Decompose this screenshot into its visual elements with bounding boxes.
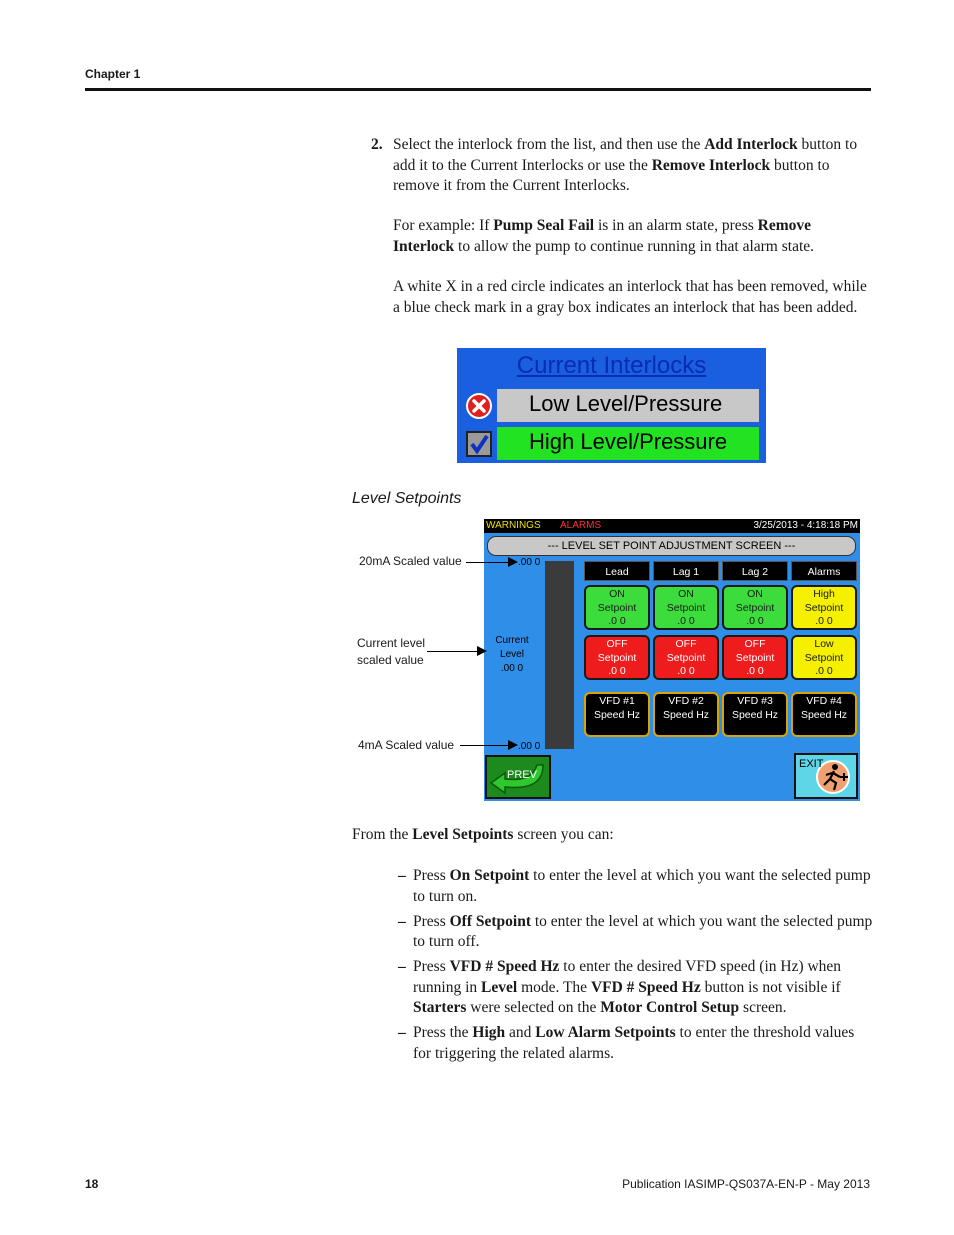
blue-check-box-icon xyxy=(465,430,493,458)
header-rule xyxy=(85,88,871,91)
publication-footer: Publication IASIMP-QS037A-EN-P - May 2013 xyxy=(622,1177,870,1191)
bullet-alarm-setpoints: – Press the High and Low Alarm Setpoints to enter the threshold values for triggering the related alarms. xyxy=(398,1024,855,1062)
bullet-list xyxy=(398,866,873,1069)
level-setpoints-screen xyxy=(484,519,860,801)
lead-off-setpoint-button[interactable]: OFF Setpoint .0 0 xyxy=(584,635,650,680)
interlock-row-added[interactable] xyxy=(463,427,759,460)
low-alarm-setpoint-button[interactable]: Low Setpoint .0 0 xyxy=(791,635,857,680)
hmi-status-bar xyxy=(484,519,860,533)
exit-button[interactable]: EXIT xyxy=(794,753,858,799)
prev-button[interactable]: PREV xyxy=(485,755,551,799)
step-paragraph-2: For example: If Pump Seal Fail is in an alarm state, press Remove Interlock to allow the pump to continue running in that alarm state. xyxy=(393,217,815,255)
interlock-label: High Level/Pressure xyxy=(529,429,728,454)
interlocks-title: Current Interlocks xyxy=(516,352,707,379)
intro-paragraph: From the Level Setpoints screen you can: xyxy=(352,826,614,843)
current-level-display: Current Level .00 0 xyxy=(495,635,529,674)
bullet-off-setpoint: – Press Off Setpoint to enter the level at which you want the selected pump to turn off. xyxy=(398,912,873,950)
callout-arrow-current xyxy=(427,651,485,652)
current-interlocks-figure xyxy=(457,348,766,463)
bullet-on-setpoint: – Press On Setpoint to enter the level at which you want the selected pump to turn on. xyxy=(398,867,871,905)
step-paragraph-3: A white X in a red circle indicates an interlock that has been removed, while a blue check mark in a gray box indicates an interlock that has been added. xyxy=(393,278,867,316)
level-bar-graph xyxy=(545,561,574,749)
callout-arrow-20ma xyxy=(466,562,516,563)
scale-top-value: .00 0 xyxy=(518,557,541,568)
page-number: 18 xyxy=(85,1177,99,1191)
high-alarm-setpoint-button[interactable]: High Setpoint .0 0 xyxy=(791,585,857,630)
scale-bottom-value: .00 0 xyxy=(518,741,541,752)
column-header-lead: Lead xyxy=(584,561,650,581)
vfd2-speed-button[interactable]: VFD #2 Speed Hz xyxy=(653,692,719,737)
lead-on-setpoint-button[interactable]: ON Setpoint .0 0 xyxy=(584,585,650,630)
callout-4ma: 4mA Scaled value xyxy=(358,738,455,752)
warnings-label[interactable]: WARNINGS xyxy=(486,520,541,531)
vfd3-speed-button[interactable]: VFD #3 Speed Hz xyxy=(722,692,788,737)
step-paragraph-1: Select the interlock from the list, and then use the Add Interlock button to add it to the Current Interlocks or use the Remove Interlock button to remove it from the Current Interlocks. xyxy=(393,136,858,194)
bullet-vfd-speed: – Press VFD # Speed Hz to enter the desired VFD speed (in Hz) when running in Level mode. The VFD # Speed Hz button is not visible if Starters were selected on the Motor Control Setup screen. xyxy=(398,958,842,1016)
lag1-on-setpoint-button[interactable]: ON Setpoint .0 0 xyxy=(653,585,719,630)
step-number: 2. xyxy=(371,136,383,153)
lag1-off-setpoint-button[interactable]: OFF Setpoint .0 0 xyxy=(653,635,719,680)
interlock-row-removed[interactable] xyxy=(463,389,759,422)
column-header-lag1: Lag 1 xyxy=(653,561,719,581)
chapter-header: Chapter 1 xyxy=(85,67,141,81)
vfd1-speed-button[interactable]: VFD #1 Speed Hz xyxy=(584,692,650,737)
red-x-circle-icon xyxy=(465,392,493,420)
callout-20ma: 20mA Scaled value xyxy=(359,554,462,568)
column-header-alarms: Alarms xyxy=(791,561,857,581)
callout-current-level: Current level scaled value xyxy=(357,636,426,667)
datetime-display: 3/25/2013 - 4:18:18 PM xyxy=(753,520,858,531)
lag2-off-setpoint-button[interactable]: OFF Setpoint .0 0 xyxy=(722,635,788,680)
callout-arrow-4ma xyxy=(460,745,516,746)
figure-caption: Level Setpoints xyxy=(352,490,462,507)
vfd4-speed-button[interactable]: VFD #4 Speed Hz xyxy=(791,692,857,737)
interlock-label: Low Level/Pressure xyxy=(529,391,723,416)
hmi-screen-title: --- LEVEL SET POINT ADJUSTMENT SCREEN --- xyxy=(487,536,856,556)
column-header-lag2: Lag 2 xyxy=(722,561,788,581)
lag2-on-setpoint-button[interactable]: ON Setpoint .0 0 xyxy=(722,585,788,630)
alarms-label[interactable]: ALARMS xyxy=(560,520,602,531)
